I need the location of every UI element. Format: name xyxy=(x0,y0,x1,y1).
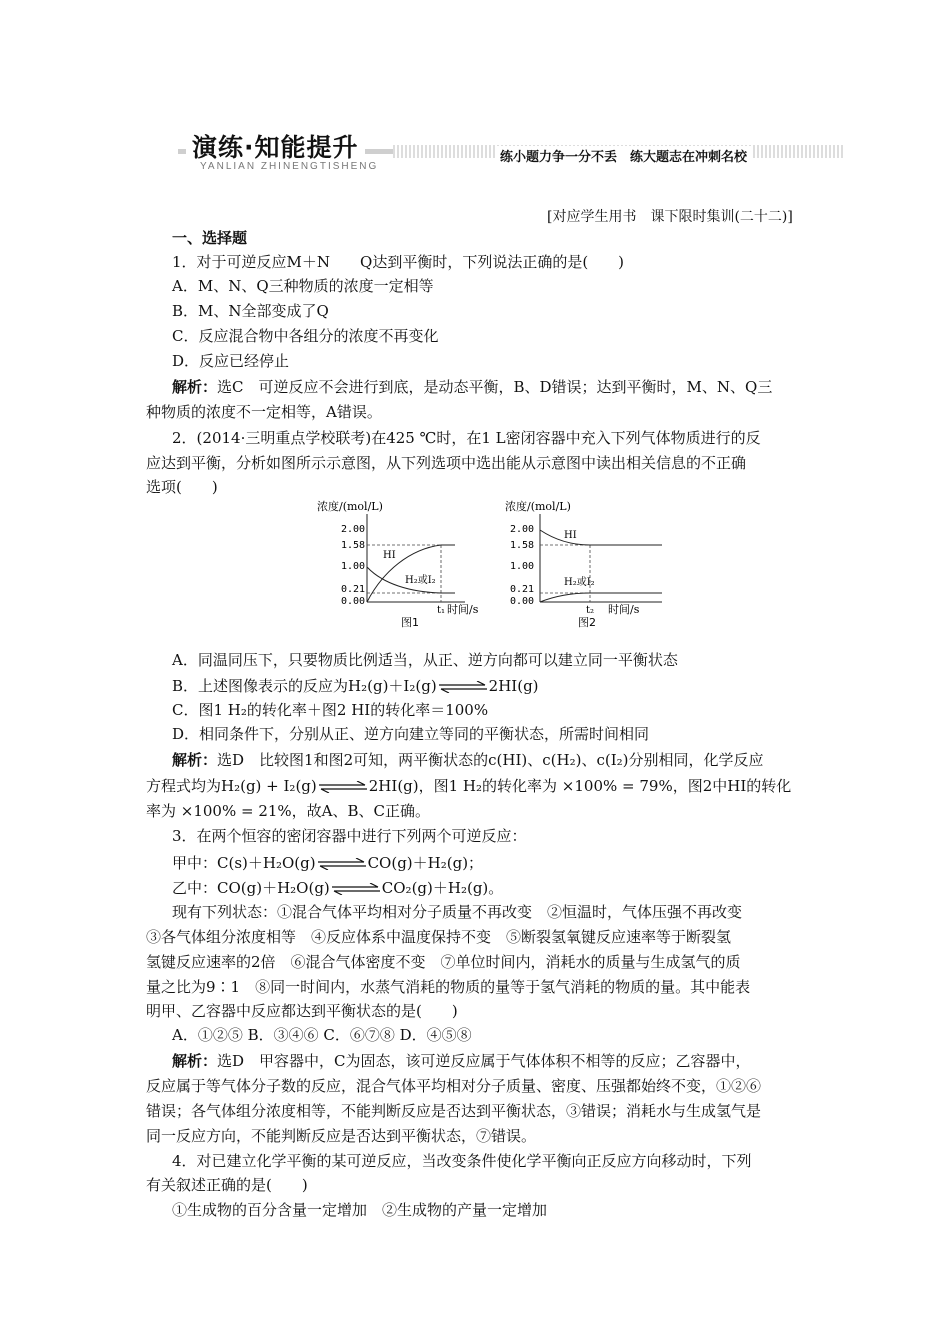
chart2-label-hi: HI xyxy=(564,530,577,541)
q2-analysis-cont xyxy=(146,776,791,796)
analysis-label: 解析： xyxy=(172,751,218,769)
q3-analysis: 解析：选D 甲容器中，C为固态，该可逆反应属于气体体积不相等的反应；乙容器中， xyxy=(172,1052,751,1070)
banner-title: 演练·知能提升 xyxy=(186,128,365,164)
analysis-label: 解析： xyxy=(172,378,218,396)
q2-stem: 2．(2014·三明重点学校联考)在425 ℃时，在1 L密闭容器中充入下列气体物质进行的反 xyxy=(172,429,761,447)
q3-states-cont: ③各气体组分浓度相等 ④反应体系中温度保持不变 ⑤断裂氢氧键反应速率等于断裂氢 xyxy=(146,928,732,946)
chart2-ytick-1.58: 1.58 xyxy=(510,540,535,551)
q1-option-d: D．反应已经停止 xyxy=(172,352,290,370)
q2-option-a: A．同温同压下，只要物质比例适当，从正、逆方向都可以建立同一平衡状态 xyxy=(172,651,678,669)
chart2-ylabel: 浓度/(mol/L) xyxy=(505,500,571,513)
equilibrium-arrow-icon xyxy=(316,858,368,870)
chart2-title: 图2 xyxy=(578,616,596,629)
equilibrium-arrow-icon xyxy=(330,883,382,895)
q3-reaction-jia-right: CO(g)＋H₂(g)； xyxy=(367,854,484,872)
q2-analysis-cont-right: 2HI(g)，图1 H₂的转化率为 ×100% = 79%，图2中HI的转化 xyxy=(368,777,792,795)
chart1-ytick-0.00: 0.00 xyxy=(341,596,366,607)
q2-option-b-left: B．上述图像表示的反应为H₂(g)＋I₂(g) xyxy=(172,677,437,695)
q3-reaction-yi-right: CO₂(g)＋H₂(g)。 xyxy=(381,879,504,897)
chart1-ytick-0.21: 0.21 xyxy=(341,584,366,595)
chart2-xtick: t₂ xyxy=(586,605,595,616)
banner-slogan: 练小题力争一分不丢 练大题志在冲刺名校 xyxy=(496,146,751,165)
chart2-series-hi xyxy=(540,530,662,545)
chart1-xtick: t₁ xyxy=(437,605,446,616)
section-banner xyxy=(178,128,850,176)
banner-pinyin: YANLIAN ZHINENGTISHENG xyxy=(200,161,379,172)
q3-states-cont2: 氢键反应速率的2倍 ⑥混合气体密度不变 ⑦单位时间内，消耗水的质量与生成氢气的质 xyxy=(146,953,741,971)
q1-analysis: 解析：选C 可逆反应不会进行到底，是动态平衡，B、D错误；达到平衡时，M、N、Q三 xyxy=(172,378,773,396)
chart1-label-hi: HI xyxy=(383,550,396,561)
q3-reaction-yi-left: 乙中：CO(g)＋H₂O(g) xyxy=(172,879,330,897)
analysis-label: 解析： xyxy=(172,1052,218,1070)
q3-analysis-cont3: 同一反应方向，不能判断反应是否达到平衡状态，⑦错误。 xyxy=(146,1127,537,1145)
q3-states: 现有下列状态：①混合气体平均相对分子质量不再改变 ②恒温时，气体压强不再改变 xyxy=(172,903,743,921)
chart2-label-h2i2: H₂或I₂ xyxy=(564,577,595,588)
chart2-xlabel: 时间/s xyxy=(608,603,640,616)
chart-figure-2 xyxy=(490,496,670,630)
q3-analysis-cont: 反应属于等气体分子数的反应，混合气体平均相对分子质量、密度、压强都始终不变，①②⑥ xyxy=(146,1077,762,1095)
q2-option-b-right: 2HI(g) xyxy=(488,677,539,695)
q2-option-d: D．相同条件下，分别从正、逆方向建立等同的平衡状态，所需时间相同 xyxy=(172,725,650,743)
q2-analysis: 解析：选D 比较图1和图2可知，两平衡状态的c(HI)、c(H₂)、c(I₂)分别相同，化学反应 xyxy=(172,751,764,769)
q1-option-c: C．反应混合物中各组分的浓度不再变化 xyxy=(172,327,439,345)
q1-stem: 1．对于可逆反应M＋N Q达到平衡时，下列说法正确的是( ) xyxy=(172,253,625,271)
chart-figure-1 xyxy=(315,496,485,630)
q1-option-b: B．M、N全部变成了Q xyxy=(172,302,329,320)
equilibrium-arrow-icon xyxy=(437,681,489,693)
q1-option-a: A．M、N、Q三种物质的浓度一定相等 xyxy=(172,277,434,295)
equilibrium-arrow-icon xyxy=(317,781,369,793)
chart2-ytick-1.00: 1.00 xyxy=(510,561,535,572)
q4-stem: 4．对已建立化学平衡的某可逆反应，当改变条件使化学平衡向正反应方向移动时，下列 xyxy=(172,1152,752,1170)
q3-states-cont4: 明甲、乙容器中反应都达到平衡状态的是( ) xyxy=(146,1002,458,1020)
q3-reaction-jia-left: 甲中：C(s)＋H₂O(g) xyxy=(172,854,316,872)
q2-stem-cont2: 选项( ) xyxy=(146,478,218,496)
q2-stem-cont: 应达到平衡，分析如图所示示意图，从下列选项中选出能从示意图中读出相关信息的不正确 xyxy=(146,454,747,472)
q3-states-cont3: 量之比为9∶1 ⑧同一时间内，水蒸气消耗的物质的量等于氢气消耗的物质的量。其中能表 xyxy=(146,978,751,996)
chart2-series-h2i2 xyxy=(540,593,662,602)
q2-analysis-cont2: 率为 ×100% = 21%，故A、B、C正确。 xyxy=(146,802,430,820)
chart1-title: 图1 xyxy=(401,616,419,629)
chart1-xlabel: 时间/s xyxy=(447,603,479,616)
q3-reaction-jia xyxy=(172,853,483,873)
chart1-ytick-1.00: 1.00 xyxy=(341,561,366,572)
q3-analysis-cont2: 错误；各气体组分浓度相等，不能判断反应是否达到平衡状态，③错误；消耗水与生成氢气是 xyxy=(146,1102,762,1120)
q2-option-c: C．图1 H₂的转化率＋图2 HI的转化率＝100% xyxy=(172,701,489,719)
chart2-ytick-0.00: 0.00 xyxy=(510,596,535,607)
q4-statements: ①生成物的百分含量一定增加 ②生成物的产量一定增加 xyxy=(172,1201,548,1219)
q4-stem-cont: 有关叙述正确的是( ) xyxy=(146,1176,308,1194)
q2-option-b xyxy=(172,676,539,696)
chart2-ytick-2.00: 2.00 xyxy=(510,524,535,535)
chart1-ytick-2.00: 2.00 xyxy=(341,524,366,535)
chart2-ytick-0.21: 0.21 xyxy=(510,584,535,595)
chart1-ylabel: 浓度/(mol/L) xyxy=(317,500,383,513)
section-heading: 一、选择题 xyxy=(172,229,248,247)
chart1-ytick-1.58: 1.58 xyxy=(341,540,366,551)
q3-reaction-yi xyxy=(172,878,503,898)
q1-analysis-cont: 种物质的浓度不一定相等，A错误。 xyxy=(146,403,382,421)
chart1-label-h2i2: H₂或I₂ xyxy=(405,575,436,586)
q3-stem: 3．在两个恒容的密闭容器中进行下列两个可逆反应： xyxy=(172,827,527,845)
q3-options: A．①②⑤ B．③④⑥ C．⑥⑦⑧ D．④⑤⑧ xyxy=(172,1026,472,1044)
reference-note: [对应学生用书 课下限时集训(二十二)] xyxy=(547,209,793,225)
q2-analysis-cont-left: 方程式均为H₂(g) + I₂(g) xyxy=(146,777,317,795)
